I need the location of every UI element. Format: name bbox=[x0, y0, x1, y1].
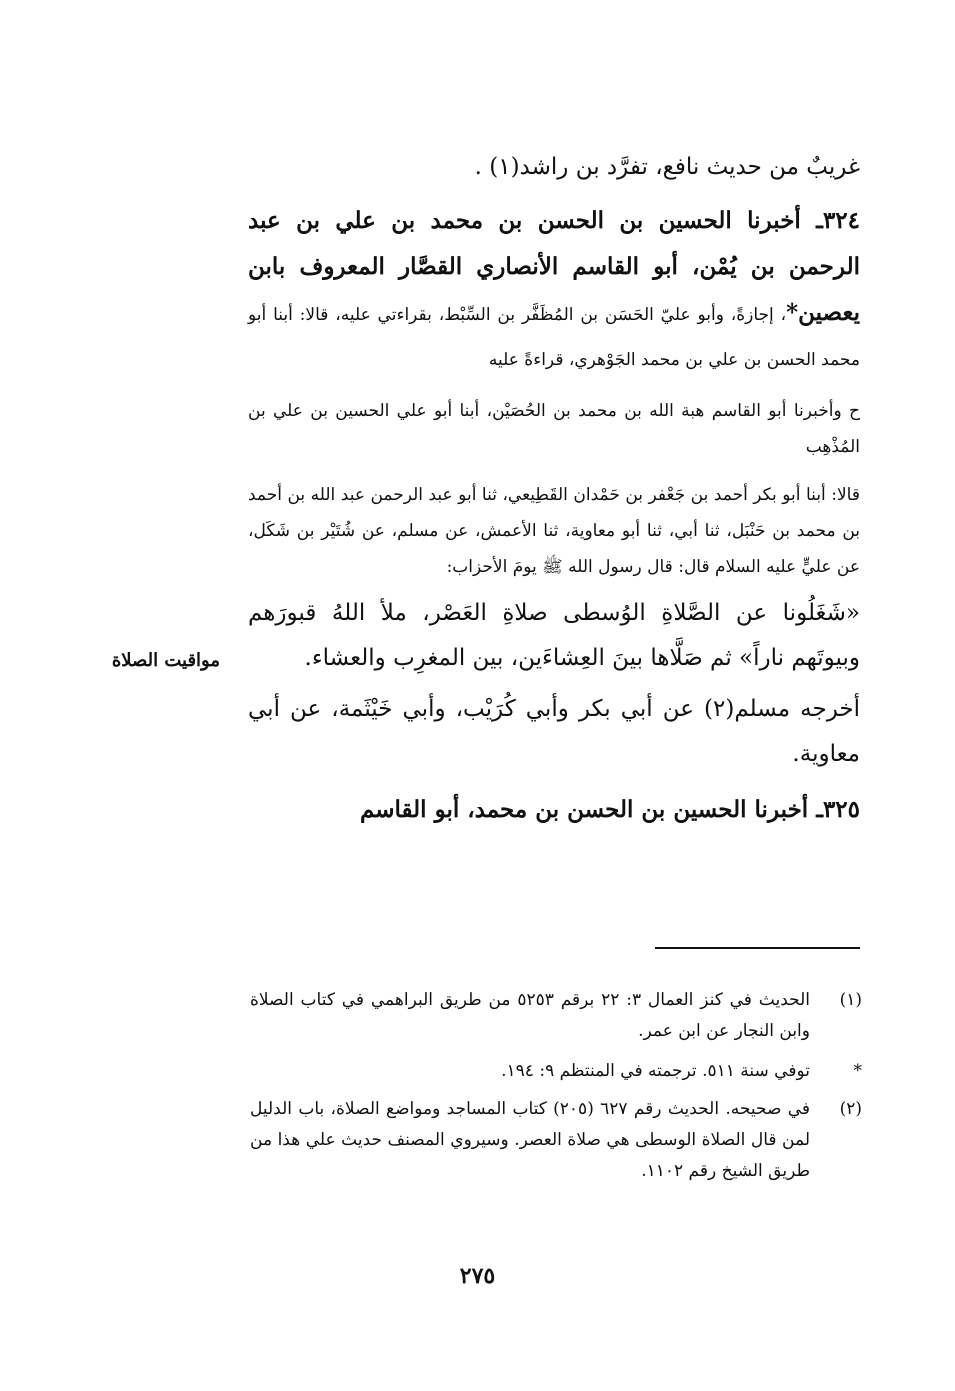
hadith-324-title: ٣٢٤ـ أخبرنا الحسين بن الحسن بن محمد بن علي بن عبد الرحمن بن يُمْن، أبو القاسم الأنصاري القصَّار المعروف بابن يعصين* bbox=[248, 207, 860, 326]
hadith-325-heading: ٣٢٥ـ أخبرنا الحسين بن الحسن بن محمد، أبو القاسم bbox=[359, 796, 860, 823]
footnote-divider bbox=[655, 947, 860, 949]
footnote-2-number: (٢) bbox=[839, 1099, 862, 1119]
footnote-2-text: في صحيحه. الحديث رقم ٦٢٧ (٢٠٥) كتاب المساجد ومواضع الصلاة، باب الدليل لمن قال الصلاة الوسطى هي صلاة العصر. وسيروي المصنف حديث علي هذا من طريق الشيخ رقم ١١٠٢. bbox=[250, 1099, 810, 1181]
main-text-column bbox=[248, 145, 860, 832]
page-number: ٢٧٥ bbox=[459, 1263, 496, 1289]
footnote-star bbox=[250, 1056, 862, 1087]
paragraph-qala: قالا: أبنا أبو بكر أحمد بن جَعْفر بن حَمْدان القَطِيعي، ثنا أبو عبد الرحمن عبد الله بن أحمد بن محمد بن حَنْبَل، ثنا أبي، ثنا أبو معاوية، ثنا الأعمش، عن مسلم، عن شُتَيْر بن شَكَل، عن عليٍّ عليه السلام قال: قال رسول الله ﷺ يومَ الأحزاب: bbox=[248, 485, 860, 577]
intro-line: غريبٌ من حديث نافع، تفرَّد بن راشد(١) . bbox=[474, 154, 860, 180]
footnote-1-number: (١) bbox=[839, 990, 862, 1010]
footnote-1 bbox=[250, 985, 862, 1047]
paragraph-ha: ح وأخبرنا أبو القاسم هبة الله بن محمد بن الحُصَيْن، أبنا أبو علي الحسين بن علي بن المُذْهِب bbox=[248, 401, 860, 457]
footnote-star-text: توفي سنة ٥١١. ترجمته في المنتظم ٩: ١٩٤. bbox=[501, 1061, 810, 1081]
hadith-324-rest: ، إجازةً، وأبو عليّ الحَسَن بن المُظَفَّر بن السِّبْط، بقراءتي عليه، قالا: أبنا أبو محمد الحسن بن علي بن محمد الجَوْهري، قراءةً عليه bbox=[248, 305, 860, 370]
hadith-text: «شَغَلُونا عن الصَّلاةِ الوُسطى صلاةِ العَصْر، ملأ اللهُ قبورَهم وبيوتَهم ناراً» ثم صَلَّاها بينَ العِشاءَين، بين المغرِب والعشاء. bbox=[248, 600, 860, 671]
footnote-star-marker: * bbox=[853, 1061, 862, 1081]
takhrij-paragraph: أخرجه مسلم(٢) عن أبي بكر وأبي كُرَيْب، وأبي خَيْثَمة، عن أبي معاوية. bbox=[248, 696, 860, 767]
footnote-1-text: الحديث في كنز العمال ٣: ٢٢ برقم ٥٢٥٣ من طريق البراهمي في كتاب الصلاة وابن النجار عن ابن عمر. bbox=[250, 990, 810, 1041]
margin-note: مواقيت الصلاة bbox=[111, 650, 220, 671]
footnote-2 bbox=[250, 1094, 862, 1187]
hadith-324-heading bbox=[248, 198, 860, 381]
